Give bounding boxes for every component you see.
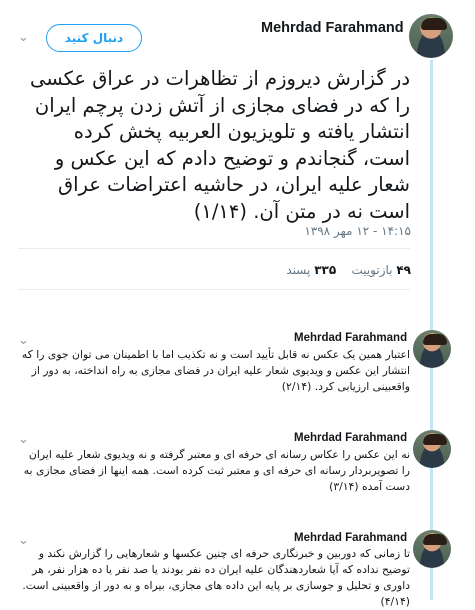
reply-text: نه این عکس را عکاس رسانه ای حرفه ای و معتبر گرفته و نه ویدیوی شعار علیه ایران را تصویربردار رسانه ای حرفه ای و معتبر ثبت کرده است. همه اینها از فضای مجازی به دست آمده (۳/۱۴) <box>23 448 410 493</box>
reply-text: تا زمانی که دوربین و خبرنگاری حرفه ای چنین عکسها و شعارهایی را گزارش نکند و توضیح نداده که آیا شعاردهندگان علیه ایران ده نفر بودند یا صد نفر یا ده هزار نفر، هر داوری و تحلیل و جوسازی بر پایه این داده های مجازی، بیراه و به دور از واقعبینی است. (۴/۱۴) <box>22 547 410 608</box>
like-label: پسند <box>286 263 311 277</box>
like-stat[interactable] <box>286 263 336 277</box>
follow-button[interactable]: دنبال کنید <box>46 24 142 52</box>
chevron-down-icon[interactable]: ⌄ <box>18 333 29 348</box>
author-name[interactable]: Mehrdad Farahmand <box>261 20 404 36</box>
tweet-stats <box>286 263 411 277</box>
like-count: ۳۳۵ <box>314 263 337 277</box>
tweet-timestamp[interactable]: ۱۴:۱۵ - ۱۲ مهر ۱۳۹۸ <box>304 224 411 238</box>
tweet-text: در گزارش دیروزم از تظاهرات در عراق عکسی را که در فضای مجازی از آتش زدن پرچم ایران انتشار یافته و تلویزیون العربیه پخش کرده است، گنجاندم و توضیح دادم که این عکس و شعار علیه ایران، در حاشیه اعتراضات عراق است نه در متن آن. (۱/۱۴) <box>29 67 410 223</box>
divider <box>18 289 410 290</box>
author-name[interactable]: Mehrdad Farahmand <box>294 332 408 344</box>
avatar[interactable] <box>413 530 451 568</box>
retweet-stat[interactable] <box>351 263 411 277</box>
chevron-down-icon[interactable]: ⌄ <box>18 533 29 548</box>
chevron-down-icon[interactable]: ⌄ <box>18 30 29 45</box>
retweet-count: ۴۹ <box>396 263 411 277</box>
avatar[interactable] <box>413 330 451 368</box>
author-name[interactable]: Mehrdad Farahmand <box>294 432 408 444</box>
retweet-label: بازتوییت <box>351 263 393 277</box>
chevron-down-icon[interactable]: ⌄ <box>18 432 29 447</box>
avatar[interactable] <box>413 430 451 468</box>
reply-text: اعتبار همین یک عکس نه قابل تأیید است و نه تکذیب اما با اطمینان می توان جوی را که انتشار این عکس و ویدیوی شعار علیه ایران در فضای مجازی به راه انداخته، به دور از واقعبینی ارزیابی کرد. (۲/۱۴) <box>21 348 410 393</box>
author-name[interactable]: Mehrdad Farahmand <box>294 532 408 544</box>
divider <box>18 248 410 249</box>
avatar[interactable] <box>409 14 453 58</box>
